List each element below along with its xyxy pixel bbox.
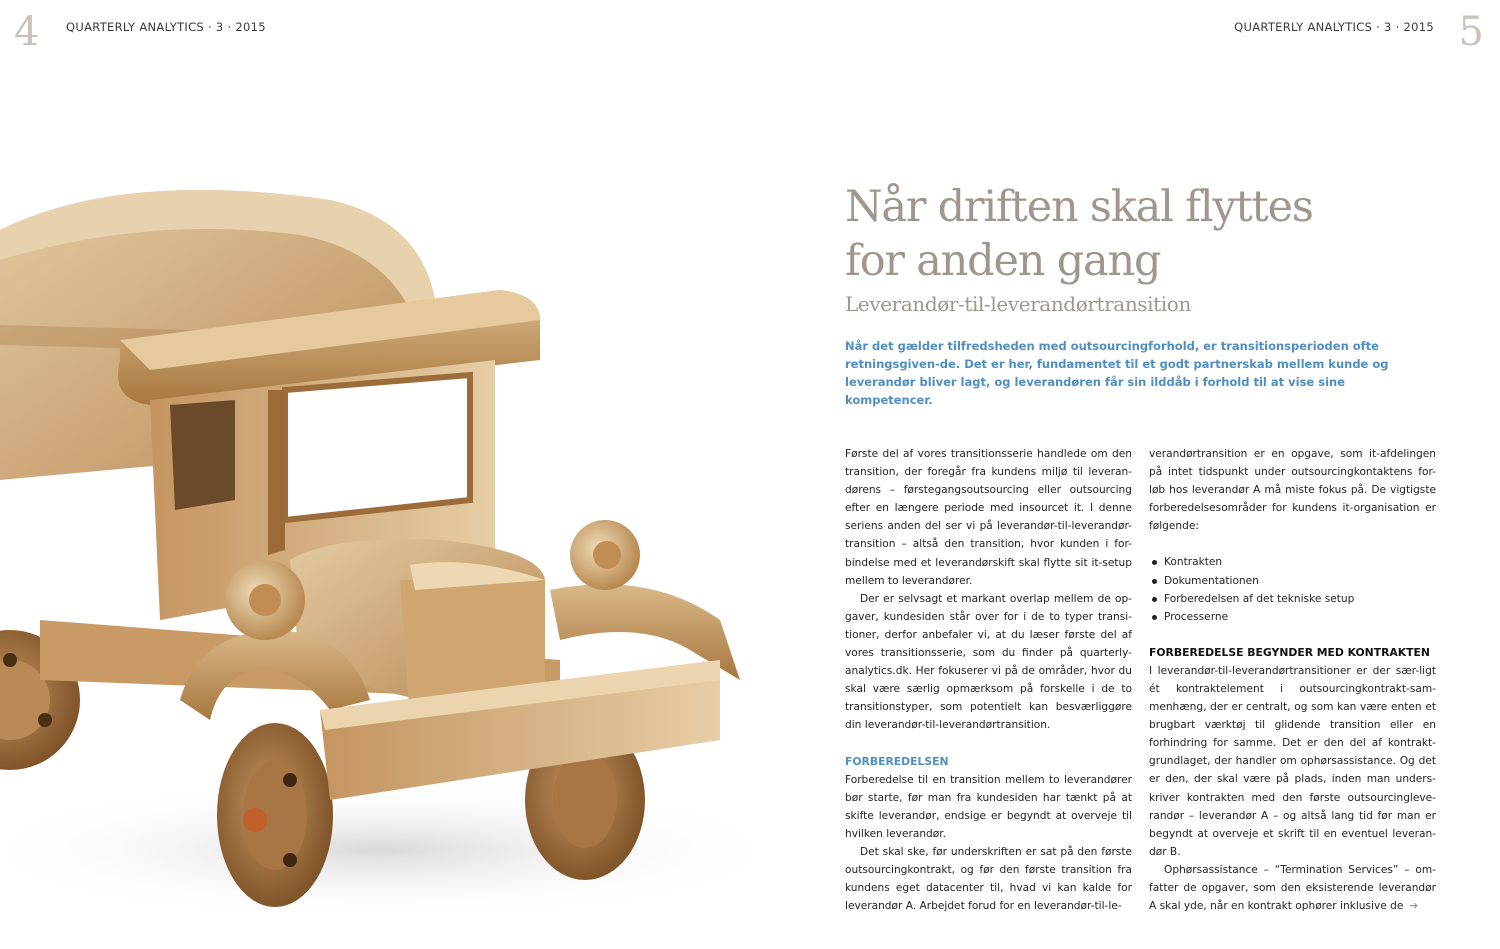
list-item: Kontrakten	[1149, 553, 1436, 571]
article-title	[845, 180, 1445, 288]
paragraph: Det skal ske, før underskriften er sat på den første outsourcingkontrakt, og før den første transition fra kundens eget datacenter til, hvad vi kan kalde for leverandør A. Arbejdet forud for en leverandør-til-le-	[845, 845, 1132, 913]
section-heading: FORBEREDELSE BEGYNDER MED KONTRAKTEN	[1149, 645, 1430, 659]
paragraph-text: Ophørsassistance – “Termination Services” – om-fatter de opgaver, som den eksisterende leverandør A skal yde, når en kontrakt ophører inklusive de	[1149, 863, 1436, 913]
text-column-2	[1149, 445, 1436, 915]
right-page-number: 5	[1458, 9, 1484, 55]
paragraph	[1149, 861, 1436, 915]
arrow-right-icon: ➔	[1409, 900, 1419, 913]
paragraph: verandørtransition er en opgave, som it-afdelingen på intet tidspunkt under outsourcingkontaktens for-løb hos leverandør A må miste fokus på. De vigtigste forberedelsesområder for kundens it-organisation er følgende:	[1149, 448, 1436, 533]
section-heading: FORBEREDELSEN	[845, 754, 949, 768]
right-running-head: QUARTERLY ANALYTICS · 3 · 2015	[1234, 20, 1434, 34]
paragraph: Der er selvsagt et markant overlap mellem de op-gaver, kundesiden står over for i de to typer transi-tioner, derfor anbefaler vi, at du læser første del af vores transitionsserie, som du finder på quarterly-analytics.dk. Her fokuserer vi på de områder, hvor du skal være særlig opmærksom på forskelle i de to transitionstyper, som potentielt kan besværliggøre din leverandør-til-leverandørtransition.	[845, 592, 1132, 732]
article-subtitle: Leverandør-til-leverandørtransition	[845, 292, 1191, 316]
list-item: Forberedelsen af det tekniske setup	[1149, 590, 1436, 608]
title-line-2: for anden gang	[845, 236, 1161, 286]
left-page-number: 4	[14, 9, 40, 55]
paragraph: Forberedelse til en transition mellem to leverandører bør starte, før man fra kundesiden har tænkt på at skifte leverandør, endsige er begyndt at overveje til hvilken leverandør.	[845, 773, 1132, 840]
list-item: Dokumentationen	[1149, 572, 1436, 590]
article-lead: Når det gælder tilfredsheden med outsourcingforhold, er transitionsperioden ofte retningsgiven-de. Det er her, fundamentet til et godt partnerskab mellem kunde og leverandør bliver lagt, og leverandøren får sin ilddåb i forhold til at vise sine kompetencer.	[845, 339, 1389, 407]
paragraph: I leverandør-til-leverandørtransitioner er der sær-ligt ét kontraktelement i outsourcingkontrakt-sam-menhæng, der er centralt, og som kan være enten et brugbart værktøj til glidende transition eller en forhindring for samme. Det er den del af kontrakt-grundlaget, der handler om ophørsassistance. Og det er den, der skal være på plads, inden man unders-kriver kontrakten med den første outsourcingleve-randør – leverandør A – og altså lang tid før man er begyndt at overveje et skrift til en eventuel leveran-dør B.	[1149, 664, 1436, 858]
title-line-1: Når driften skal flyttes	[845, 182, 1313, 232]
left-running-head: QUARTERLY ANALYTICS · 3 · 2015	[66, 20, 266, 34]
paragraph: Første del af vores transitionsserie handlede om den transition, der foregår fra kundens miljø til leveran-dørens – førstegangsoutsourcing eller outsourcing efter en længere periode med insourcet it. I denne seriens anden del ser vi på leverandør-til-leverandør-transition – altså den transition, hvor kunden i for-bindelse med et leverandørskift skal flytte sit it-setup mellem to leverandører.	[845, 448, 1132, 587]
list-item: Processerne	[1149, 608, 1436, 626]
bullet-list	[1149, 553, 1436, 625]
wooden-toy-truck-illustration	[0, 60, 800, 949]
text-column-1	[845, 445, 1132, 915]
